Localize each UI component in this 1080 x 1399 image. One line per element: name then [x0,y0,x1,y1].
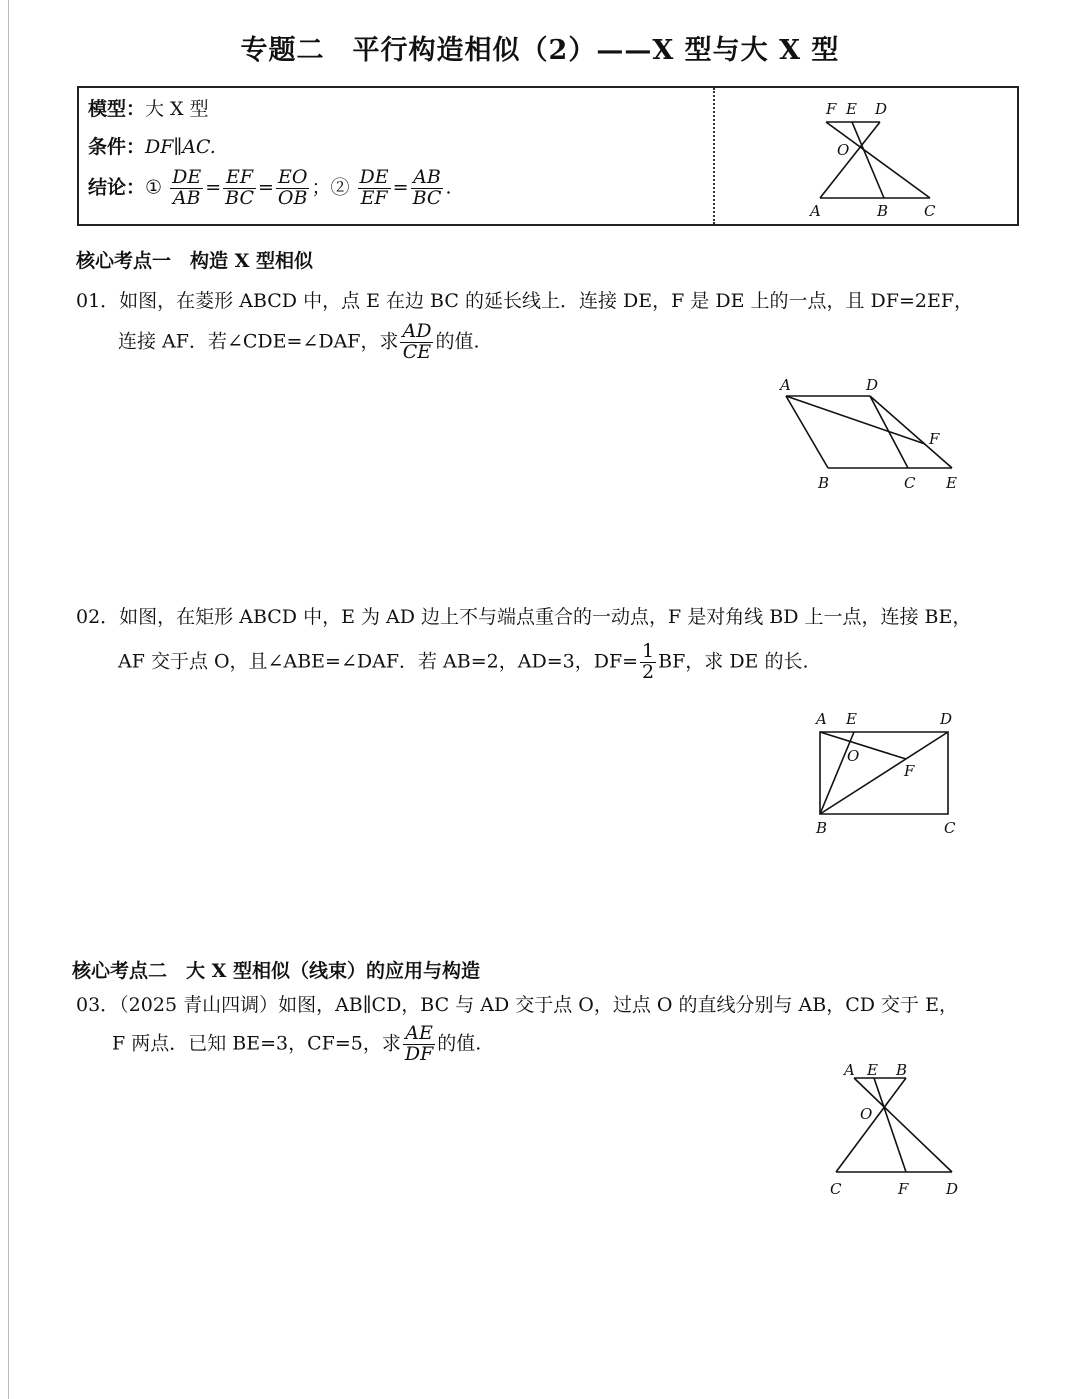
condition-row [88,132,216,159]
q2-fraction: $\frac{1}{2}$ [642,640,655,683]
page-edge-line [8,0,9,1399]
fig0-label-O: O [837,141,850,159]
fig2-label-O: O [847,747,860,765]
fig3-label-O: O [860,1105,873,1123]
equals-sign: = [205,176,222,199]
condition-label: 条件： [88,136,146,158]
fig0-label-F: F [826,100,837,118]
model-row [88,94,209,121]
q2-line-2: AF 交于点 O，且∠ABE=∠DAF．若 AB=2，AD=3，DF= $\frac{1}{2}$ BF，求 DE 的长. [118,640,809,683]
q3-fraction: $\frac{AE}{DF}$ [404,1022,434,1065]
fraction-de-ab: $\frac{DE}{AB}$ [172,166,202,209]
model-label: 模型： [88,98,146,120]
fig1-label-B: B [818,474,830,492]
q2-rectangle-figure [806,706,976,840]
fig0-label-E: E [846,100,857,118]
section-1-heading: 核心考点一 构造 X 型相似 [76,250,313,272]
conclusion-mark-1: ① [145,176,163,199]
q1-line-2: 连接 AF．若∠CDE=∠DAF，求 $\frac{AD}{CE}$ 的值. [118,320,480,363]
fig3-label-D: D [946,1180,959,1198]
q3-line-2: F 两点．已知 BE=3，CF=5，求 $\frac{AE}{DF}$ 的值. [112,1022,482,1065]
fig0-label-B: B [877,202,889,220]
model-value: 大 X 型 [145,98,209,120]
fraction-eo-ob: $\frac{EO}{OB}$ [277,166,308,209]
fig0-label-A: A [810,202,821,220]
fig2-label-C: C [944,819,956,837]
fig2-label-B: B [816,819,828,837]
fig2-label-A: A [816,710,827,728]
q2-line-1: 02．如图，在矩形 ABCD 中，E 为 AD 边上不与端点重合的一动点，F 是对角线 BD 上一点，连接 BE， [76,606,972,628]
q1-rhombus-figure [770,372,970,494]
fig1-label-A: A [780,376,791,394]
fig3-label-F: F [898,1180,909,1198]
fig1-label-E: E [946,474,957,492]
conclusion-row [88,168,451,209]
separator: ； [311,176,331,199]
conclusion-mark-2: ② [330,176,350,199]
fraction-ef-bc: $\frac{EF}{BC}$ [225,166,254,209]
fig1-label-F: F [929,430,940,448]
section-2-heading: 核心考点二 大 X 型相似（线束）的应用与构造 [72,960,480,982]
fig3-label-C: C [830,1180,842,1198]
big-x-model-figure [800,92,960,224]
model-box-divider [713,88,715,224]
fig0-label-C: C [924,202,936,220]
conclusion-label: 结论： [88,176,146,199]
q1-line-1: 01．如图，在菱形 ABCD 中，点 E 在边 BC 的延长线上．连接 DE，F 是 DE 上的一点，且 DF=2EF， [76,290,974,312]
fig3-label-B: B [896,1061,908,1079]
fig3-label-E: E [867,1061,878,1079]
q1-fraction: $\frac{AD}{CE}$ [402,320,432,363]
fig2-label-E: E [846,710,857,728]
fraction-de-ef: $\frac{DE}{EF}$ [359,166,389,209]
fig2-label-D: D [940,710,953,728]
fraction-ab-bc: $\frac{AB}{BC}$ [412,166,442,209]
page-title: 专题二 平行构造相似（2）——X 型与大 X 型 [240,35,840,66]
fig1-label-D: D [866,376,879,394]
fig3-label-A: A [844,1061,855,1079]
fig2-label-F: F [904,762,915,780]
q3-line-1: 03．（2025 青山四调）如图，AB∥CD，BC 与 AD 交于点 O，过点 O 的直线分别与 AB，CD 交于 E， [76,994,958,1016]
period: . [445,176,452,199]
fig0-label-D: D [875,100,888,118]
fig1-label-C: C [904,474,916,492]
equals-sign: = [258,176,274,199]
condition-value: DF∥AC. [145,136,216,158]
equals-sign: = [392,176,409,199]
q3-big-x-figure [820,1058,980,1204]
